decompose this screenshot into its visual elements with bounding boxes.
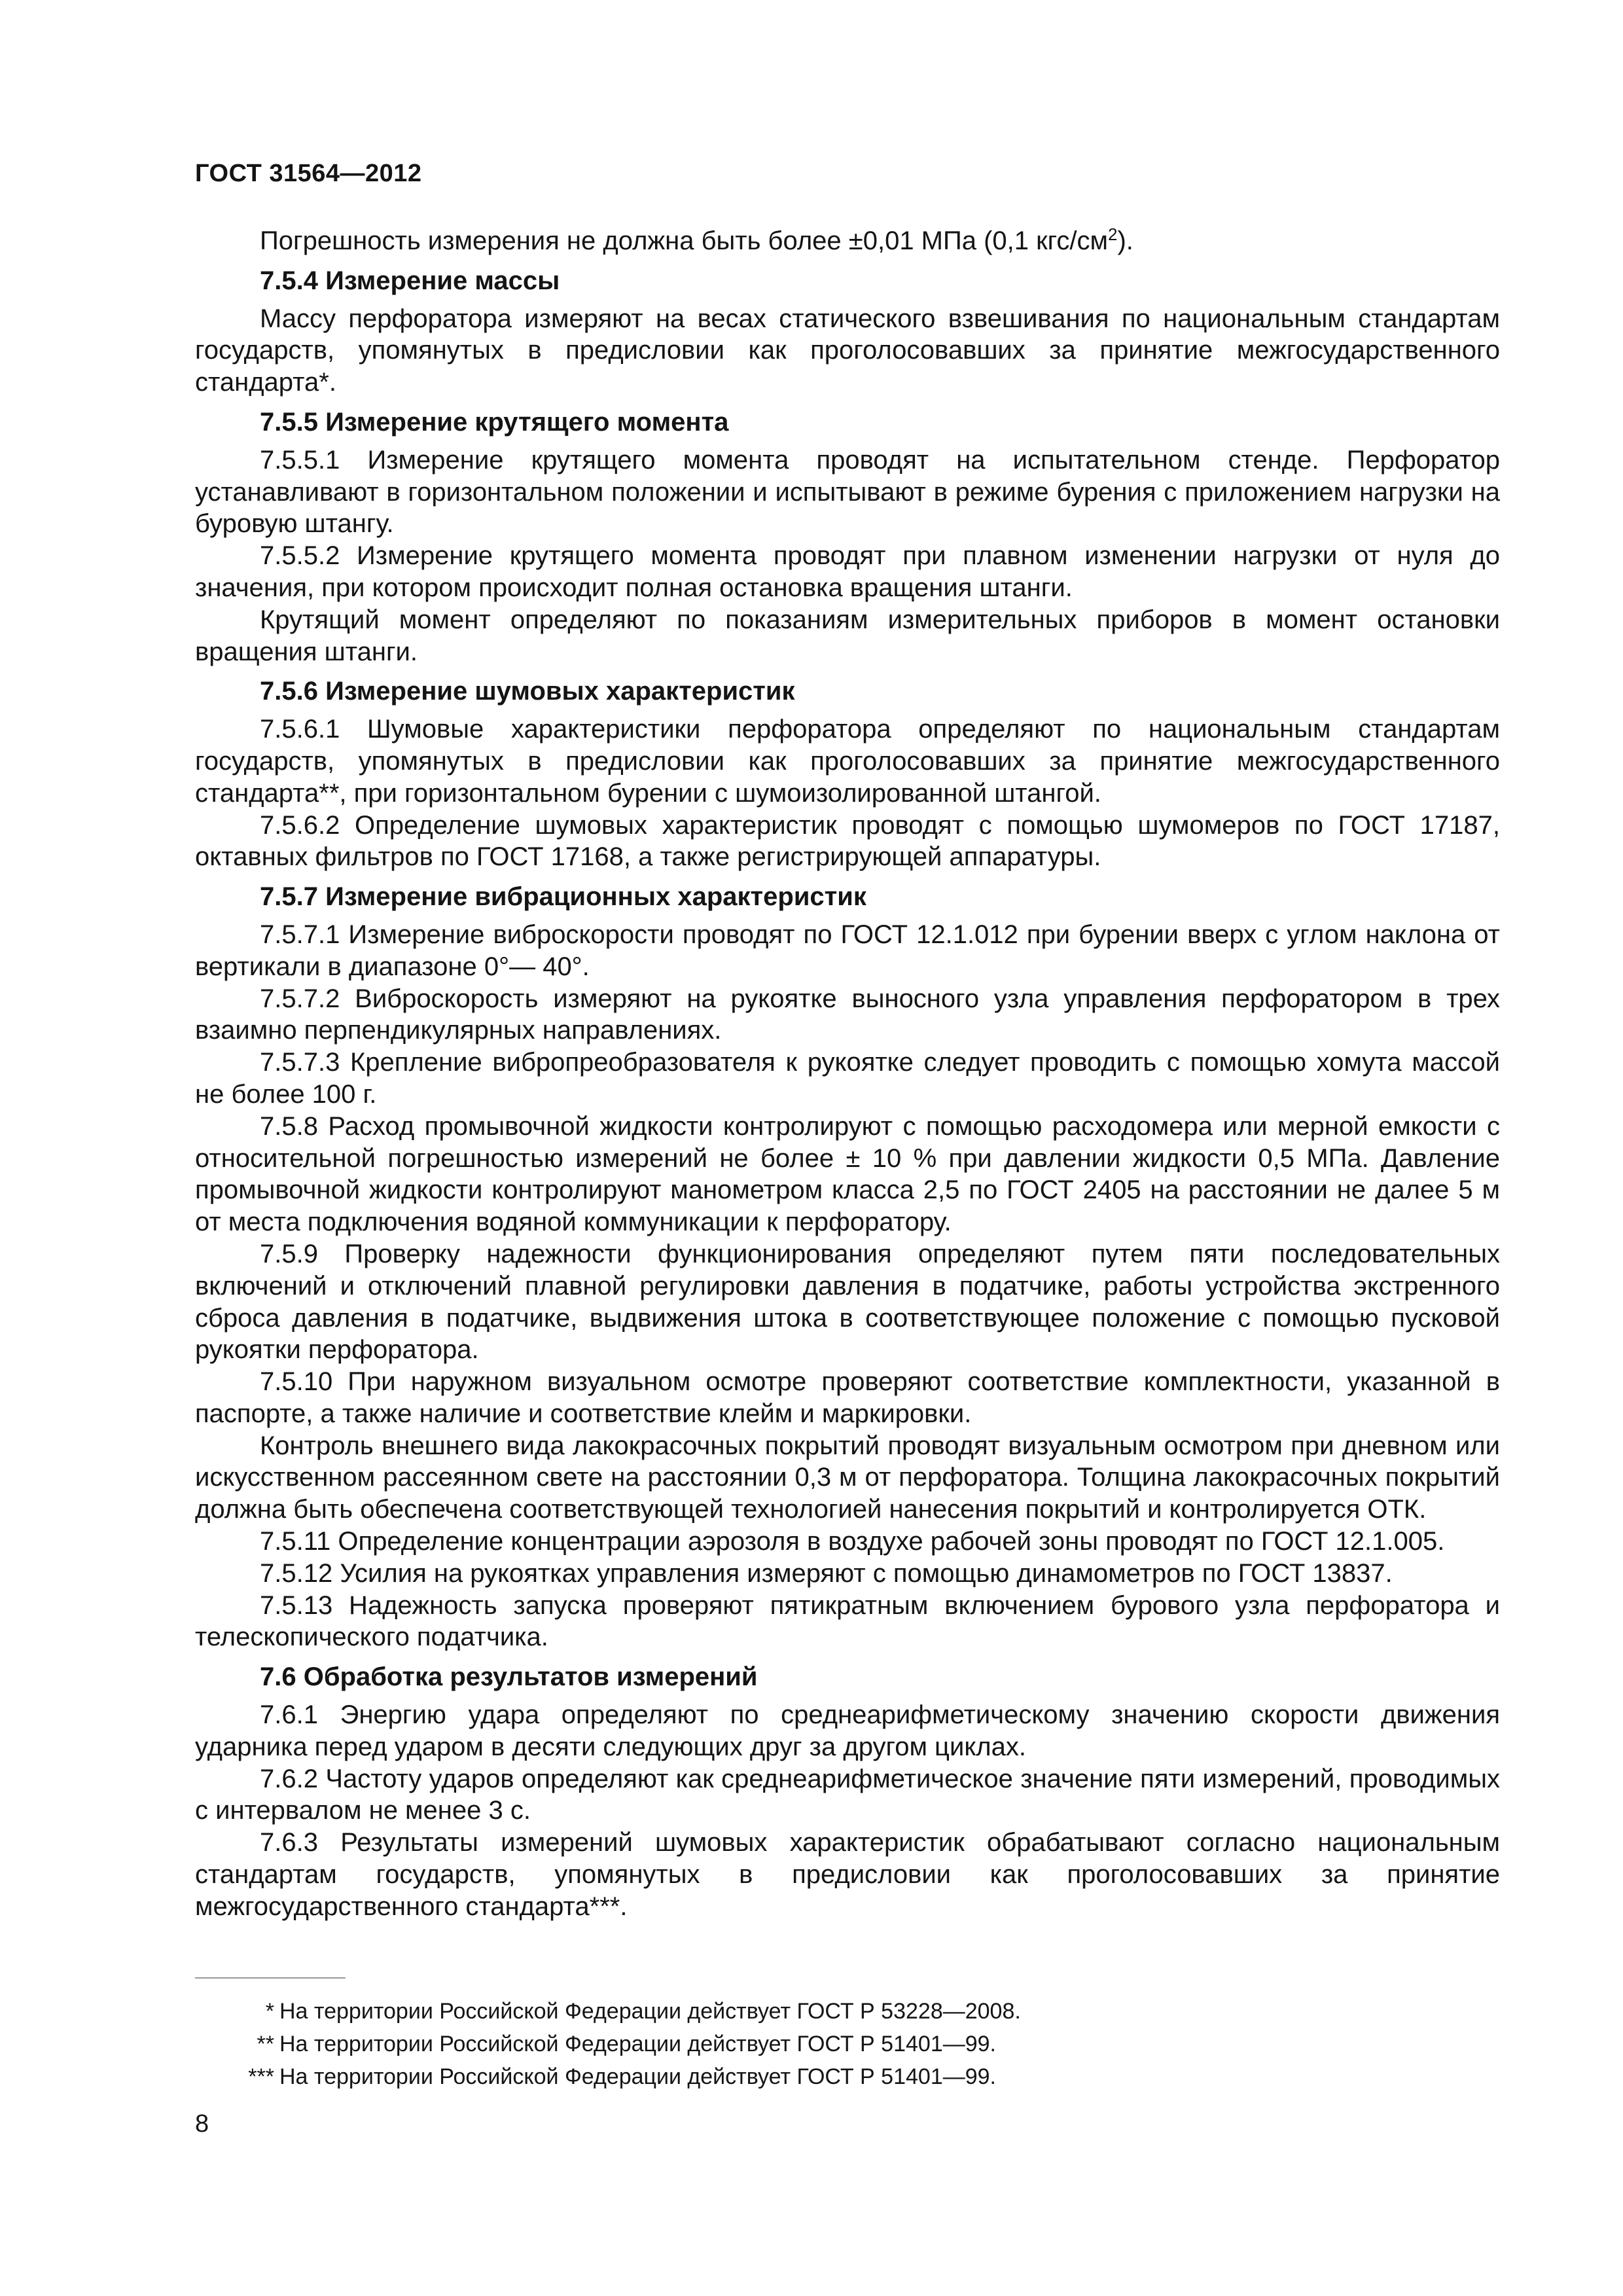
section-heading: 7.5.6 Измерение шумовых характеристик xyxy=(260,677,795,706)
footnote xyxy=(195,2060,1500,2093)
page-number: 8 xyxy=(195,2110,209,2138)
footnote-mark: *** xyxy=(248,2064,274,2089)
footnote-text: На территории Российской Федерации действует ГОСТ Р 53228—2008. xyxy=(279,1999,1021,2024)
paragraph: 7.5.7.3 Крепление вибропреобразователя к рукоятке следует проводить с помощью хомута массой не более 100 г. xyxy=(195,1048,1500,1109)
footnote-text: На территории Российской Федерации действует ГОСТ Р 51401—99. xyxy=(279,2032,996,2056)
paragraph: 7.5.10 При наружном визуальном осмотре проверяют соответствие комплектности, указанной в паспорте, а также наличие и соответствие клейм и маркировки. xyxy=(195,1367,1500,1428)
paragraph: 7.5.5.1 Измерение крутящего момента проводят на испытательном стенде. Перфоратор устанавливают в горизонтальном положении и испытывают в режиме бурения с приложением нагрузки на буровую штангу. xyxy=(195,445,1500,539)
paragraph: Погрешность измерения не должна быть более ±0,01 МПа (0,1 кгс/$см^2$). xyxy=(260,224,1133,255)
paragraph: 7.5.9 Проверку надежности функционирования определяют путем пяти последовательных включений и отключений плавной регулировки давления в податчике, работы устройства экстренного сброса давления в податчике, выдвижения штока в соответствующее положение с помощью пусковой рукоятки перфоратора. xyxy=(195,1239,1500,1365)
paragraph: Крутящий момент определяют по показаниям измерительных приборов в момент остановки вращения штанги. xyxy=(195,605,1500,666)
paragraph: 7.6.1 Энергию удара определяют по среднеарифметическому значению скорости движения ударника перед ударом в десяти следующих друг за другом циклах. xyxy=(195,1700,1500,1761)
document-body xyxy=(195,225,1500,1923)
paragraph: 7.5.11 Определение концентрации аэрозоля в воздухе рабочей зоны проводят по ГОСТ 12.1.005. xyxy=(260,1527,1445,1556)
paragraph: 7.6.3 Результаты измерений шумовых характеристик обрабатывают согласно национальным стандартам государств, упомянутых в предисловии как проголосовавших за принятие межгосударственного стандарта***. xyxy=(195,1828,1500,1921)
section-heading: 7.5.4 Измерение массы xyxy=(260,266,560,295)
paragraph: Контроль внешнего вида лакокрасочных покрытий проводят визуальным осмотром при дневном или искусственном рассеянном свете на расстоянии 0,3 м от перфоратора. Толщина лакокрасочных покрытий должна быть обеспечена соответствующей технологией нанесения покрытий и контролируется ОТК. xyxy=(195,1431,1500,1524)
footnote-separator xyxy=(195,1977,346,1979)
paragraph: 7.5.7.1 Измерение виброскорости проводят по ГОСТ 12.1.012 при бурении вверх с углом наклона от вертикали в диапазоне 0°— 40°. xyxy=(195,920,1500,981)
paragraph: 7.5.8 Расход промывочной жидкости контролируют с помощью расходомера или мерной емкости с относительной погрешностью измерений не более ± 10 % при давлении жидкости 0,5 МПа. Давление промывочной жидкости контролируют манометром класса 2,5 по ГОСТ 2405 на расстоянии не далее 5 м от места подключения водяной коммуникации к перфоратору. xyxy=(195,1111,1500,1237)
section-heading: 7.5.7 Измерение вибрационных характеристик xyxy=(260,882,866,912)
superscript: 2 xyxy=(1107,224,1118,244)
section-heading: 7.6 Обработка результатов измерений xyxy=(260,1662,758,1692)
paragraph: 7.5.13 Надежность запуска проверяют пятикратным включением бурового узла перфоратора и телескопического податчика. xyxy=(195,1590,1500,1652)
paragraph: 7.5.6.1 Шумовые характеристики перфоратора определяют по национальным стандартам государств, упомянутых в предисловии как проголосовавших за принятие межгосударственного стандарта**, при горизонтальном бурении с шумоизолированной штангой. xyxy=(195,715,1500,808)
footnotes xyxy=(195,1995,1500,2093)
paragraph: 7.5.6.2 Определение шумовых характеристик проводят с помощью шумомеров по ГОСТ 17187, октавных фильтров по ГОСТ 17168, а также регистрирующей аппаратуры. xyxy=(195,810,1500,872)
footnote-mark: * xyxy=(265,1999,274,2024)
paragraph: 7.5.5.2 Измерение крутящего момента проводят при плавном изменении нагрузки от нуля до значения, при котором происходит полная остановка вращения штанги. xyxy=(195,541,1500,602)
footnote-mark: ** xyxy=(257,2032,274,2056)
paragraph: 7.5.7.2 Виброскорость измеряют на рукоятке выносного узла управления перфоратором в трех взаимно перпендикулярных направлениях. xyxy=(195,984,1500,1045)
footnote xyxy=(195,1995,1500,2028)
paragraph: Массу перфоратора измеряют на весах статического взвешивания по национальным стандартам государств, упомянутых в предисловии как проголосовавших за принятие межгосударственного стандарта*. xyxy=(195,304,1500,397)
footnote-text: На территории Российской Федерации действует ГОСТ Р 51401—99. xyxy=(279,2064,996,2089)
paragraph: 7.6.2 Частоту ударов определяют как среднеарифметическое значение пяти измерений, проводимых с интервалом не менее 3 с. xyxy=(195,1764,1500,1825)
section-heading: 7.5.5 Измерение крутящего момента xyxy=(260,407,729,437)
footnote xyxy=(195,2028,1500,2060)
paragraph: 7.5.12 Усилия на рукоятках управления измеряют с помощью динамометров по ГОСТ 13837. xyxy=(260,1558,1393,1588)
document-header: ГОСТ 31564—2012 xyxy=(195,160,422,187)
